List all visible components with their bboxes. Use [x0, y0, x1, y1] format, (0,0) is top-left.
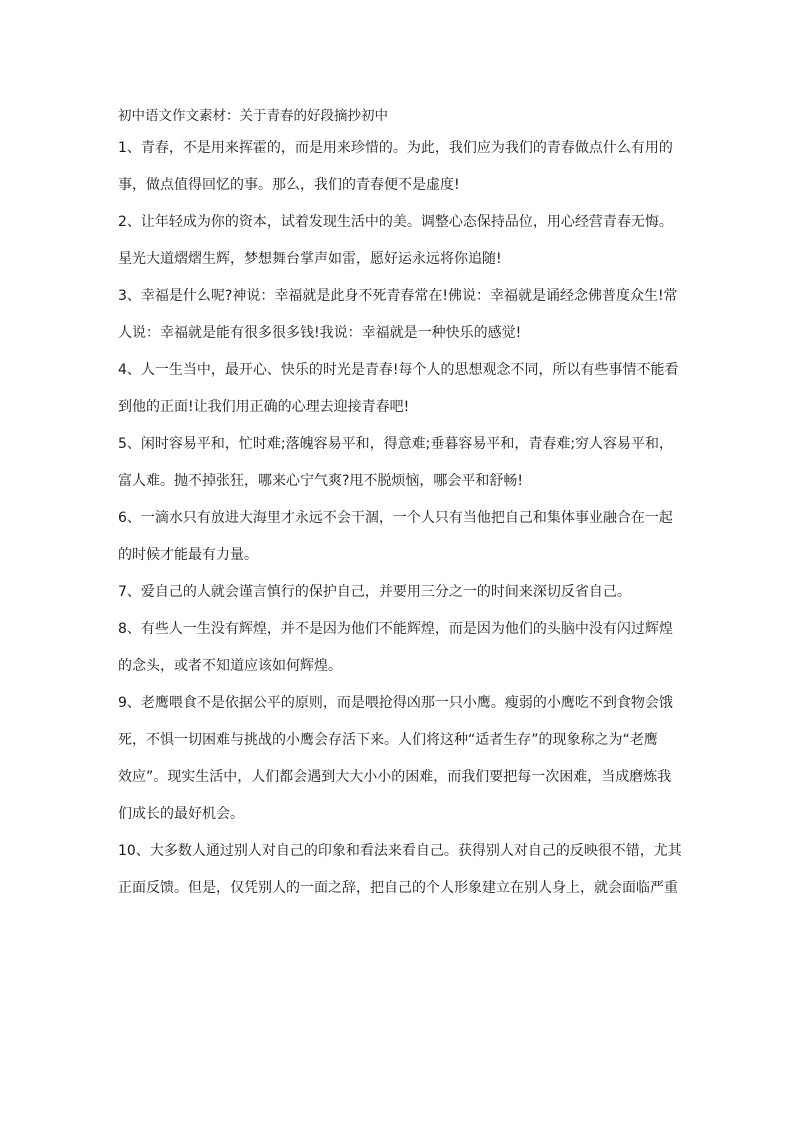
paragraph-line: 星光大道熠熠生辉，梦想舞台掌声如雷，愿好运永远将你追随!: [118, 251, 502, 267]
paragraph-line: 8、有些人一生没有辉煌，并不是因为他们不能辉煌，而是因为他们的头脑中没有闪过辉煌: [118, 621, 673, 637]
paragraph-line: 的念头，或者不知道应该如何辉煌。: [118, 658, 342, 674]
paragraph-line: 5、闲时容易平和，忙时难;落魄容易平和，得意难;垂暮容易平和，青春难;穷人容易平和，: [118, 436, 674, 452]
paragraph-line: 6、一滴水只有放进大海里才永远不会干涸，一个人只有当他把自己和集体事业融合在一起: [118, 510, 673, 526]
paragraph-line: 事，做点值得回忆的事。那么，我们的青春便不是虚度!: [118, 177, 460, 193]
paragraph-line: 4、人一生当中，最开心、快乐的时光是青春!每个人的思想观念不同，所以有些事情不能看: [118, 362, 679, 378]
paragraph-line: 9、老鹰喂食不是依据公平的原则，而是喂抢得凶那一只小鹰。瘦弱的小鹰吃不到食物会饿: [118, 695, 673, 711]
paragraph: [118, 685, 678, 833]
paragraph: [118, 426, 678, 500]
paragraph-line: 7、爱自己的人就会谨言慎行的保护自己，并要用三分之一的时间来深切反省自己。: [118, 584, 631, 600]
paragraph-line: 人说：幸福就是能有很多很多钱!我说：幸福就是一种快乐的感觉!: [118, 325, 522, 341]
paragraph-list: [118, 130, 682, 907]
paragraph: [118, 278, 678, 352]
document-title: 初中语文作文素材：关于青春的好段摘抄初中: [118, 108, 388, 124]
paragraph-line: 1、青春，不是用来挥霍的，而是用来珍惜的。为此，我们应为我们的青春做点什么有用的: [118, 140, 673, 156]
paragraph-line: 富人难。抛不掉张狂，哪来心宁气爽?甩不脱烦恼，哪会平和舒畅!: [118, 473, 524, 489]
paragraph-line: 的时候才能最有力量。: [118, 547, 258, 563]
paragraph-line: 10、大多数人通过别人对自己的印象和看法来看自己。获得别人对自己的反映很不错，尤其: [118, 843, 682, 859]
paragraph-line: 到他的正面!让我们用正确的心理去迎接青春吧!: [118, 399, 410, 415]
paragraph: [118, 500, 678, 574]
paragraph: [118, 352, 678, 426]
paragraph-line: 3、幸福是什么呢?神说：幸福就是此身不死青春常在!佛说：幸福就是诵经念佛普度众生!常: [118, 288, 678, 304]
paragraph: [118, 130, 678, 204]
paragraph-line: 死，不惧一切困难与挑战的小鹰会存活下来。人们将这种“适者生存”的现象称之为“老鹰: [118, 732, 658, 748]
paragraph: [118, 833, 682, 907]
document-body: [118, 104, 682, 907]
paragraph: [118, 204, 678, 278]
paragraph-line: 2、让年轻成为你的资本，试着发现生活中的美。调整心态保持品位，用心经营青春无悔。: [118, 214, 673, 230]
paragraph-line: 效应”。现实生活中，人们都会遇到大大小小的困难，而我们要把每一次困难，当成磨炼我: [118, 769, 672, 785]
paragraph: [118, 611, 678, 685]
paragraph-line: 们成长的最好机会。: [118, 806, 244, 822]
paragraph: [118, 574, 678, 611]
paragraph-line: 正面反馈。但是，仅凭别人的一面之辞，把自己的个人形象建立在别人身上，就会面临严重: [118, 880, 678, 896]
